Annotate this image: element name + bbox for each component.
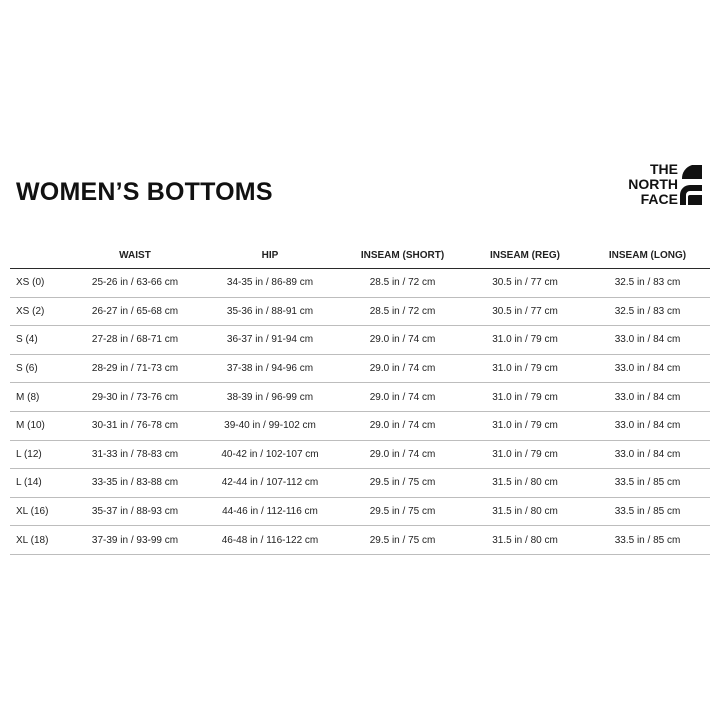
cell-waist: 35-37 in / 88-93 cm (70, 497, 200, 526)
cell-size: XL (16) (10, 497, 70, 526)
header-size (10, 243, 70, 269)
cell-size: XS (0) (10, 269, 70, 298)
cell-inseam-reg: 31.5 in / 80 cm (465, 469, 585, 498)
cell-inseam-short: 29.0 in / 74 cm (340, 440, 465, 469)
cell-hip: 34-35 in / 86-89 cm (200, 269, 340, 298)
cell-size: L (12) (10, 440, 70, 469)
table-row (10, 469, 710, 498)
cell-inseam-reg: 31.5 in / 80 cm (465, 526, 585, 555)
cell-waist: 26-27 in / 65-68 cm (70, 297, 200, 326)
cell-waist: 29-30 in / 73-76 cm (70, 383, 200, 412)
cell-hip: 39-40 in / 99-102 cm (200, 411, 340, 440)
table-row (10, 326, 710, 355)
cell-hip: 37-38 in / 94-96 cm (200, 354, 340, 383)
page-title: WOMEN’S BOTTOMS (16, 178, 273, 206)
header-hip: HIP (200, 243, 340, 269)
cell-inseam-reg: 31.0 in / 79 cm (465, 383, 585, 412)
table-body (10, 269, 710, 555)
size-chart-table (10, 243, 710, 555)
table-row (10, 411, 710, 440)
cell-size: M (10) (10, 411, 70, 440)
table-row (10, 297, 710, 326)
cell-inseam-reg: 31.0 in / 79 cm (465, 326, 585, 355)
cell-inseam-short: 29.5 in / 75 cm (340, 469, 465, 498)
cell-inseam-reg: 30.5 in / 77 cm (465, 269, 585, 298)
cell-hip: 40-42 in / 102-107 cm (200, 440, 340, 469)
header-inseam-long: INSEAM (LONG) (585, 243, 710, 269)
cell-inseam-short: 28.5 in / 72 cm (340, 269, 465, 298)
cell-hip: 38-39 in / 96-99 cm (200, 383, 340, 412)
cell-inseam-long: 33.5 in / 85 cm (585, 526, 710, 555)
cell-inseam-long: 33.5 in / 85 cm (585, 497, 710, 526)
cell-waist: 33-35 in / 83-88 cm (70, 469, 200, 498)
logo-text-line-2: NORTH (628, 176, 678, 192)
cell-hip: 42-44 in / 107-112 cm (200, 469, 340, 498)
table-row (10, 354, 710, 383)
cell-inseam-long: 33.0 in / 84 cm (585, 326, 710, 355)
table-row (10, 383, 710, 412)
cell-hip: 35-36 in / 88-91 cm (200, 297, 340, 326)
cell-inseam-short: 29.5 in / 75 cm (340, 526, 465, 555)
cell-waist: 37-39 in / 93-99 cm (70, 526, 200, 555)
cell-inseam-reg: 31.0 in / 79 cm (465, 411, 585, 440)
cell-inseam-short: 29.0 in / 74 cm (340, 383, 465, 412)
cell-inseam-long: 33.0 in / 84 cm (585, 440, 710, 469)
logo-text-line-1: THE (650, 161, 678, 177)
cell-hip: 46-48 in / 116-122 cm (200, 526, 340, 555)
header-inseam-reg: INSEAM (REG) (465, 243, 585, 269)
cell-inseam-reg: 31.0 in / 79 cm (465, 354, 585, 383)
cell-inseam-long: 32.5 in / 83 cm (585, 269, 710, 298)
cell-inseam-reg: 30.5 in / 77 cm (465, 297, 585, 326)
cell-inseam-long: 33.5 in / 85 cm (585, 469, 710, 498)
cell-waist: 30-31 in / 76-78 cm (70, 411, 200, 440)
half-dome-logo-icon (678, 163, 704, 207)
cell-hip: 36-37 in / 91-94 cm (200, 326, 340, 355)
cell-size: S (6) (10, 354, 70, 383)
logo-text-line-3: FACE (640, 191, 678, 207)
cell-inseam-short: 29.0 in / 74 cm (340, 326, 465, 355)
cell-inseam-short: 29.0 in / 74 cm (340, 354, 465, 383)
cell-waist: 31-33 in / 78-83 cm (70, 440, 200, 469)
cell-waist: 27-28 in / 68-71 cm (70, 326, 200, 355)
the-north-face-logo (598, 160, 708, 210)
cell-waist: 25-26 in / 63-66 cm (70, 269, 200, 298)
cell-inseam-short: 29.0 in / 74 cm (340, 411, 465, 440)
table-header-row (10, 243, 710, 269)
cell-inseam-long: 33.0 in / 84 cm (585, 383, 710, 412)
cell-inseam-short: 29.5 in / 75 cm (340, 497, 465, 526)
cell-size: S (4) (10, 326, 70, 355)
cell-size: XS (2) (10, 297, 70, 326)
cell-inseam-long: 32.5 in / 83 cm (585, 297, 710, 326)
cell-inseam-reg: 31.5 in / 80 cm (465, 497, 585, 526)
table-row (10, 269, 710, 298)
cell-inseam-long: 33.0 in / 84 cm (585, 411, 710, 440)
cell-size: L (14) (10, 469, 70, 498)
cell-size: XL (18) (10, 526, 70, 555)
cell-inseam-reg: 31.0 in / 79 cm (465, 440, 585, 469)
cell-hip: 44-46 in / 112-116 cm (200, 497, 340, 526)
cell-inseam-long: 33.0 in / 84 cm (585, 354, 710, 383)
header-inseam-short: INSEAM (SHORT) (340, 243, 465, 269)
table-row (10, 497, 710, 526)
table-row (10, 526, 710, 555)
header-waist: WAIST (70, 243, 200, 269)
cell-waist: 28-29 in / 71-73 cm (70, 354, 200, 383)
cell-size: M (8) (10, 383, 70, 412)
cell-inseam-short: 28.5 in / 72 cm (340, 297, 465, 326)
table-row (10, 440, 710, 469)
